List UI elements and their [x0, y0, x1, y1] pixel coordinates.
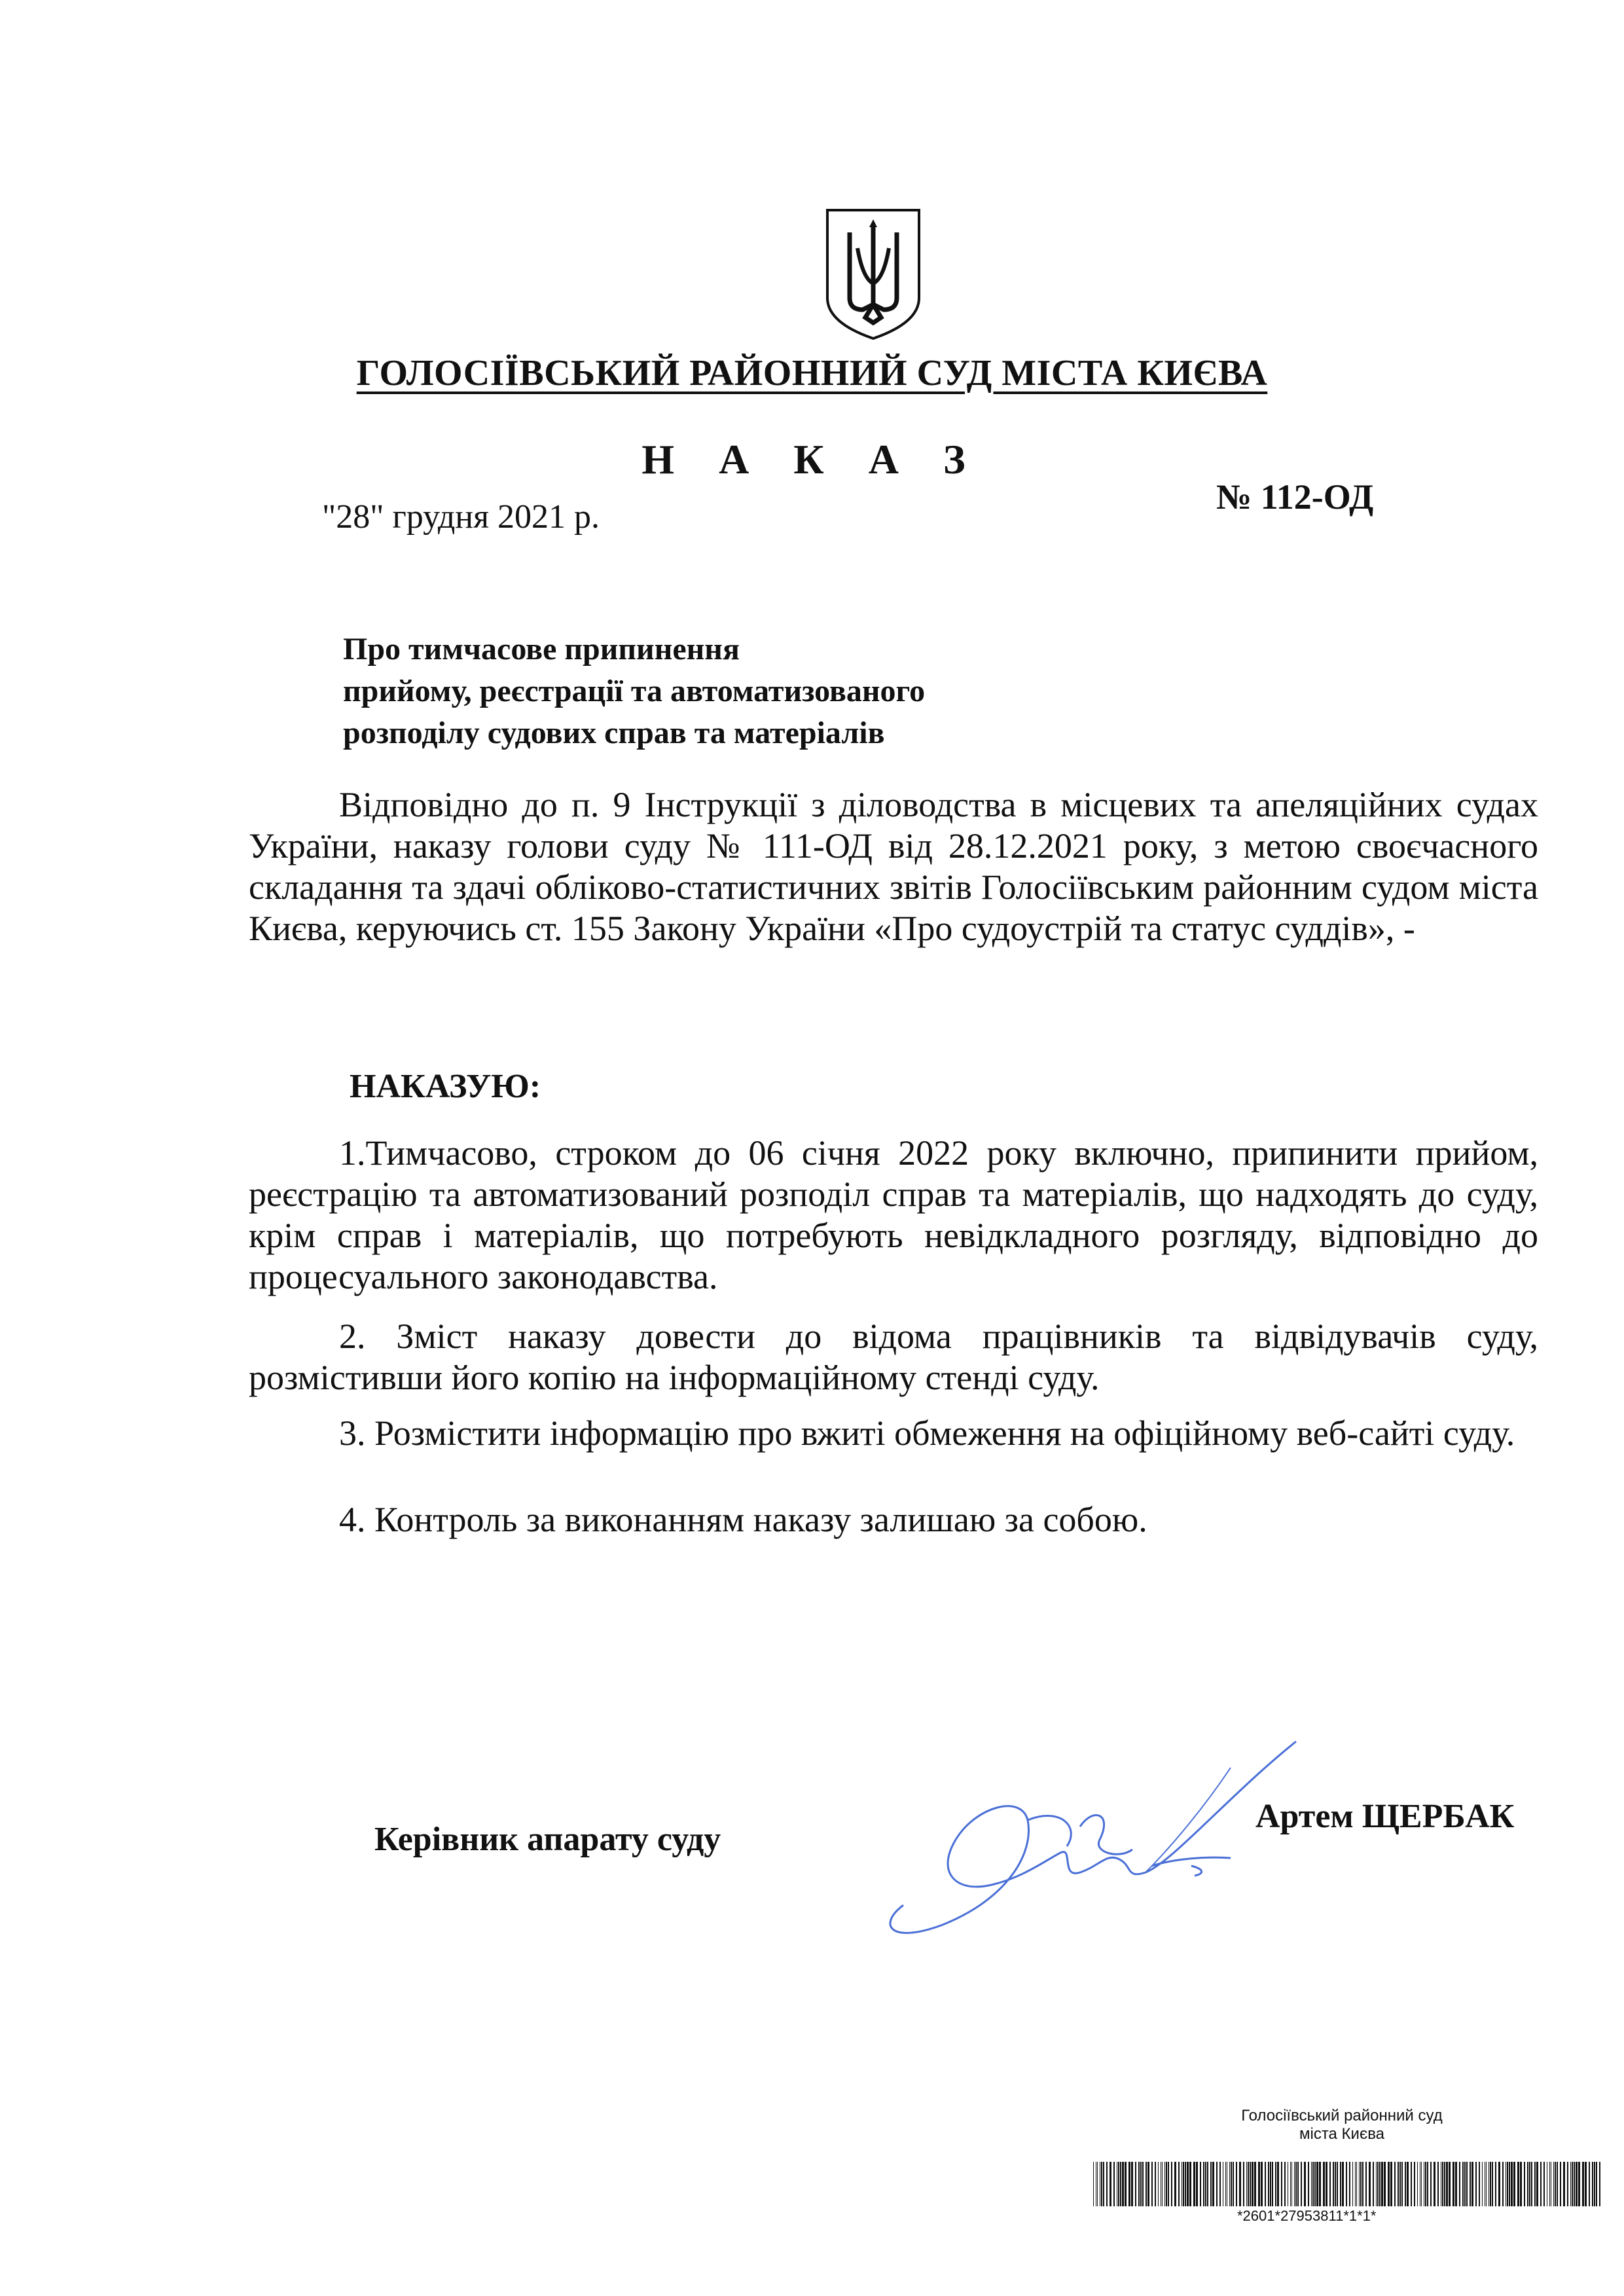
order-item-1: 1.Тимчасово, строком до 06 січня 2022 року включно, припинити прийом, реєстрацію та автоматизований розподіл справ та матеріалів, що надходять до суду, крім справ і матеріалів, що потребують невідкладного розгляду, відповідно до процесуального законодавства.	[249, 1133, 1538, 1296]
signatory-position: Керівник апарату суду	[374, 1821, 721, 1858]
court-name-heading: ГОЛОСІЇВСЬКИЙ РАЙОННИЙ СУД МІСТА КИЄВА	[356, 353, 1268, 393]
order-item-2: 2. Зміст наказу довести до відома працівників та відвідувачів суду, розмістивши його копію на інформаційному стенді суду.	[249, 1317, 1538, 1397]
registry-stamp	[1198, 2107, 1486, 2143]
order-word: НАКАЗУЮ:	[350, 1068, 541, 1105]
barcode	[1093, 2162, 1604, 2206]
order-item-4: 4. Контроль за виконанням наказу залишаю за собою.	[339, 1500, 1147, 1539]
intro-paragraph: Відповідно до п. 9 Інструкції з діловодства в місцевих та апеляційних судах України, наказу голови суду № 111-ОД від 28.12.2021 року, з метою своєчасного складання та здачі обліково-статистичних звітів Голосіївським районним судом міста Києва, керуючись ст. 155 Закону України «Про судоустрій та статус суддів», -	[249, 785, 1538, 948]
document-date: "28" грудня 2021 р.	[322, 498, 600, 536]
document-number: № 112-ОД	[1216, 477, 1374, 517]
subject-line: розподілу судових справ та матеріалів	[343, 716, 885, 750]
coat-of-arms-emblem	[823, 206, 923, 342]
document-subject	[343, 629, 925, 754]
barcode-number: *2601*27953811*1*1*	[1237, 2208, 1377, 2224]
stamp-line: міста Києва	[1299, 2125, 1385, 2143]
handwritten-signature	[864, 1728, 1322, 1944]
stamp-line: Голосіївський районний суд	[1241, 2107, 1443, 2124]
signatory-name: Артем ЩЕРБАК	[1255, 1798, 1515, 1835]
subject-line: прийому, реєстрації та автоматизованого	[343, 674, 926, 708]
order-item-3: 3. Розмістити інформацію про вжиті обмеження на офіційному веб-сайті суду.	[339, 1413, 1515, 1453]
document-type-title: Н А К А З	[641, 436, 983, 483]
subject-line: Про тимчасове припинення	[343, 632, 740, 666]
